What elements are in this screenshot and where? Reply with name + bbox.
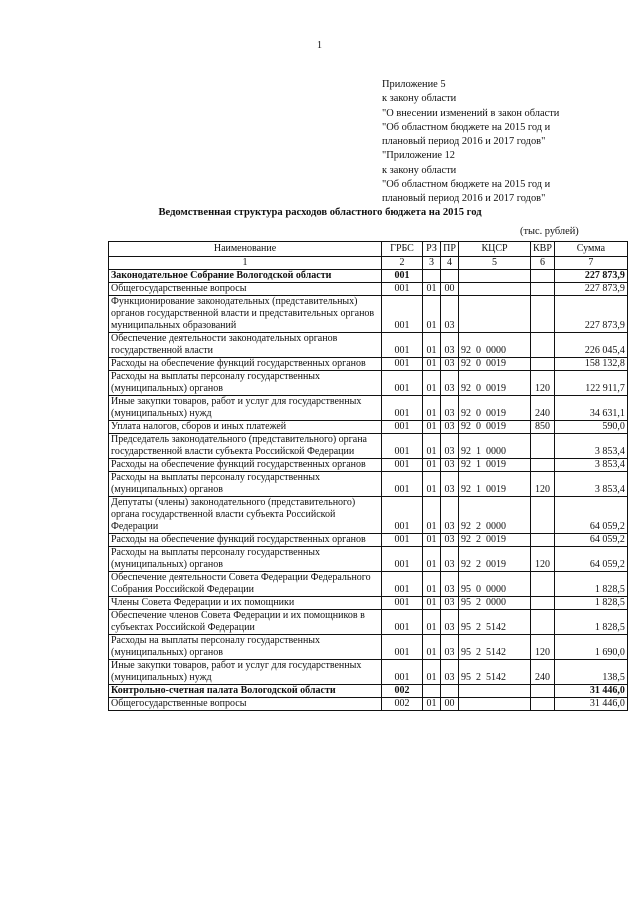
- units-label: (тыс. рублей): [520, 226, 579, 237]
- cell-pr: 03: [441, 421, 459, 434]
- cell-rz: 01: [423, 434, 441, 459]
- cell-grbs: 001: [382, 459, 423, 472]
- cell-kcsr: 92 0 0019: [459, 371, 531, 396]
- cell-kcsr: 95 2 5142: [459, 660, 531, 685]
- cell-rz: 01: [423, 572, 441, 597]
- cell-sum: 590,0: [554, 421, 627, 434]
- cell-kcsr: 92 0 0019: [459, 396, 531, 421]
- appendix-line: "Об областном бюджете на 2015 год и: [382, 121, 551, 133]
- cell-rz: 01: [423, 459, 441, 472]
- cell-rz: 01: [423, 547, 441, 572]
- cell-name: Обеспечение членов Совета Федерации и их помощников в субъектах Российской Федерации: [109, 610, 382, 635]
- cell-pr: 03: [441, 296, 459, 333]
- header-name: Наименование: [109, 242, 382, 257]
- table-row: [109, 358, 628, 371]
- cell-name: Расходы на обеспечение функций государственных органов: [109, 358, 382, 371]
- table-row: [109, 459, 628, 472]
- cell-kcsr: 92 1 0019: [459, 472, 531, 497]
- cell-name: Расходы на выплаты персоналу государственных (муниципальных) органов: [109, 371, 382, 396]
- table-row: [109, 421, 628, 434]
- appendix-line: к закону области: [382, 93, 457, 105]
- cell-pr: 03: [441, 597, 459, 610]
- table-row: [109, 534, 628, 547]
- cell-pr: 03: [441, 534, 459, 547]
- cell-grbs: 001: [382, 371, 423, 396]
- table-row: [109, 396, 628, 421]
- cell-sum: 31 446,0: [554, 698, 627, 711]
- cell-kvr: [531, 333, 555, 358]
- cell-grbs: 001: [382, 421, 423, 434]
- cell-kvr: [531, 434, 555, 459]
- table-row: [109, 635, 628, 660]
- table-row: [109, 660, 628, 685]
- cell-kcsr: 92 0 0000: [459, 333, 531, 358]
- cell-rz: [423, 270, 441, 283]
- cell-kcsr: [459, 283, 531, 296]
- cell-sum: 34 631,1: [554, 396, 627, 421]
- cell-pr: [441, 270, 459, 283]
- cell-name: Контрольно-счетная палата Вологодской области: [109, 685, 382, 698]
- cell-grbs: 001: [382, 635, 423, 660]
- cell-kvr: [531, 597, 555, 610]
- cell-kcsr: 92 2 0019: [459, 547, 531, 572]
- cell-kcsr: 95 2 5142: [459, 610, 531, 635]
- cell-kvr: [531, 497, 555, 534]
- cell-sum: 138,5: [554, 660, 627, 685]
- colnum-2: 2: [382, 257, 423, 270]
- cell-sum: 1 828,5: [554, 610, 627, 635]
- cell-name: Члены Совета Федерации и их помощники: [109, 597, 382, 610]
- cell-grbs: 001: [382, 283, 423, 296]
- cell-kcsr: 95 2 5142: [459, 635, 531, 660]
- cell-grbs: 001: [382, 358, 423, 371]
- cell-name: Расходы на обеспечение функций государственных органов: [109, 459, 382, 472]
- cell-kvr: 120: [531, 371, 555, 396]
- colnum-1: 1: [109, 257, 382, 270]
- cell-grbs: 001: [382, 597, 423, 610]
- cell-rz: 01: [423, 635, 441, 660]
- expenditure-table: [108, 241, 628, 711]
- cell-rz: 01: [423, 497, 441, 534]
- cell-rz: 01: [423, 660, 441, 685]
- colnum-7: 7: [554, 257, 627, 270]
- cell-rz: 01: [423, 396, 441, 421]
- cell-grbs: 001: [382, 497, 423, 534]
- cell-name: Расходы на выплаты персоналу государственных (муниципальных) органов: [109, 472, 382, 497]
- cell-pr: 03: [441, 610, 459, 635]
- cell-name: Председатель законодательного (представительного) органа государственной власти субъекта Российской Федерации: [109, 434, 382, 459]
- cell-kvr: [531, 459, 555, 472]
- table-row: [109, 333, 628, 358]
- cell-rz: 01: [423, 421, 441, 434]
- table-row: [109, 283, 628, 296]
- cell-rz: 01: [423, 283, 441, 296]
- table-row: [109, 270, 628, 283]
- cell-pr: 03: [441, 497, 459, 534]
- cell-name: Иные закупки товаров, работ и услуг для государственных (муниципальных) нужд: [109, 396, 382, 421]
- appendix-line: "Об областном бюджете на 2015 год и: [382, 179, 551, 191]
- cell-rz: 01: [423, 333, 441, 358]
- cell-kcsr: 95 2 0000: [459, 597, 531, 610]
- cell-kcsr: 95 0 0000: [459, 572, 531, 597]
- cell-sum: 64 059,2: [554, 547, 627, 572]
- appendix-line: Приложение 5: [382, 79, 446, 90]
- cell-kcsr: 92 2 0000: [459, 497, 531, 534]
- cell-rz: 01: [423, 698, 441, 711]
- cell-name: Расходы на обеспечение функций государственных органов: [109, 534, 382, 547]
- table-header-row: [109, 242, 628, 257]
- cell-pr: 03: [441, 333, 459, 358]
- cell-sum: 122 911,7: [554, 371, 627, 396]
- cell-pr: 03: [441, 396, 459, 421]
- header-kvr: КВР: [531, 242, 555, 257]
- table-row: [109, 685, 628, 698]
- cell-sum: 1 690,0: [554, 635, 627, 660]
- cell-grbs: 001: [382, 296, 423, 333]
- appendix-line: "О внесении изменений в закон области: [382, 107, 560, 119]
- cell-grbs: 002: [382, 685, 423, 698]
- cell-grbs: 001: [382, 396, 423, 421]
- column-number-row: [109, 257, 628, 270]
- cell-sum: 226 045,4: [554, 333, 627, 358]
- colnum-4: 4: [441, 257, 459, 270]
- cell-sum: 1 828,5: [554, 572, 627, 597]
- cell-grbs: 002: [382, 698, 423, 711]
- cell-name: Законодательное Собрание Вологодской области: [109, 270, 382, 283]
- cell-rz: 01: [423, 371, 441, 396]
- cell-kvr: [531, 283, 555, 296]
- cell-pr: 00: [441, 283, 459, 296]
- cell-grbs: 001: [382, 547, 423, 572]
- table-row: [109, 547, 628, 572]
- document-title: Ведомственная структура расходов областного бюджета на 2015 год: [158, 207, 482, 218]
- cell-sum: 227 873,9: [554, 296, 627, 333]
- cell-pr: 03: [441, 371, 459, 396]
- cell-kvr: 120: [531, 547, 555, 572]
- colnum-3: 3: [423, 257, 441, 270]
- cell-kcsr: 92 0 0019: [459, 358, 531, 371]
- cell-sum: 227 873,9: [554, 283, 627, 296]
- header-rz: РЗ: [423, 242, 441, 257]
- cell-kcsr: [459, 296, 531, 333]
- cell-kcsr: [459, 270, 531, 283]
- cell-name: Общегосударственные вопросы: [109, 698, 382, 711]
- table-row: [109, 497, 628, 534]
- cell-kvr: 120: [531, 472, 555, 497]
- cell-kcsr: 92 2 0019: [459, 534, 531, 547]
- table-row: [109, 472, 628, 497]
- colnum-6: 6: [531, 257, 555, 270]
- cell-grbs: 001: [382, 572, 423, 597]
- cell-kvr: 120: [531, 635, 555, 660]
- cell-rz: [423, 685, 441, 698]
- cell-grbs: 001: [382, 610, 423, 635]
- cell-grbs: 001: [382, 434, 423, 459]
- cell-kcsr: [459, 698, 531, 711]
- cell-name: Расходы на выплаты персоналу государственных (муниципальных) органов: [109, 547, 382, 572]
- cell-pr: 03: [441, 472, 459, 497]
- cell-grbs: 001: [382, 534, 423, 547]
- cell-grbs: 001: [382, 472, 423, 497]
- cell-name: Уплата налогов, сборов и иных платежей: [109, 421, 382, 434]
- cell-sum: 1 828,5: [554, 597, 627, 610]
- appendix-line: плановый период 2016 и 2017 годов": [382, 136, 546, 148]
- cell-kvr: [531, 698, 555, 711]
- cell-sum: 31 446,0: [554, 685, 627, 698]
- cell-pr: 03: [441, 635, 459, 660]
- cell-pr: 00: [441, 698, 459, 711]
- page-number: 1: [317, 40, 322, 51]
- colnum-5: 5: [459, 257, 531, 270]
- cell-rz: 01: [423, 358, 441, 371]
- cell-kvr: 240: [531, 660, 555, 685]
- cell-name: Общегосударственные вопросы: [109, 283, 382, 296]
- cell-rz: 01: [423, 534, 441, 547]
- cell-name: Расходы на выплаты персоналу государственных (муниципальных) органов: [109, 635, 382, 660]
- cell-sum: 64 059,2: [554, 497, 627, 534]
- cell-pr: 03: [441, 459, 459, 472]
- header-pr: ПР: [441, 242, 459, 257]
- cell-sum: 3 853,4: [554, 434, 627, 459]
- cell-kvr: [531, 270, 555, 283]
- cell-kvr: [531, 685, 555, 698]
- cell-pr: 03: [441, 572, 459, 597]
- cell-kvr: [531, 610, 555, 635]
- cell-pr: 03: [441, 547, 459, 572]
- header-grbs: ГРБС: [382, 242, 423, 257]
- cell-sum: 3 853,4: [554, 459, 627, 472]
- table-row: [109, 610, 628, 635]
- cell-pr: 03: [441, 358, 459, 371]
- table-row: [109, 597, 628, 610]
- cell-kvr: [531, 296, 555, 333]
- table-row: [109, 371, 628, 396]
- cell-pr: 03: [441, 660, 459, 685]
- cell-grbs: 001: [382, 660, 423, 685]
- cell-sum: 158 132,8: [554, 358, 627, 371]
- cell-kvr: 850: [531, 421, 555, 434]
- appendix-line: плановый период 2016 и 2017 годов": [382, 193, 546, 205]
- table-row: [109, 698, 628, 711]
- appendix-line: "Приложение 12: [382, 150, 455, 162]
- cell-sum: 64 059,2: [554, 534, 627, 547]
- appendix-header: [382, 78, 632, 207]
- cell-name: Депутаты (члены) законодательного (представительного) органа государственной власти субъекта Российской Федерации: [109, 497, 382, 534]
- cell-rz: 01: [423, 472, 441, 497]
- cell-kcsr: 92 0 0019: [459, 421, 531, 434]
- header-kcsr: КЦСР: [459, 242, 531, 257]
- cell-rz: 01: [423, 610, 441, 635]
- cell-kcsr: 92 1 0000: [459, 434, 531, 459]
- table-row: [109, 296, 628, 333]
- appendix-line: к закону области: [382, 164, 457, 176]
- cell-grbs: 001: [382, 270, 423, 283]
- cell-grbs: 001: [382, 333, 423, 358]
- cell-pr: 03: [441, 434, 459, 459]
- cell-kvr: [531, 534, 555, 547]
- cell-sum: 227 873,9: [554, 270, 627, 283]
- cell-kvr: [531, 572, 555, 597]
- cell-rz: 01: [423, 597, 441, 610]
- cell-name: Функционирование законодательных (представительных) органов государственной власти и представительных органов муниципальных образований: [109, 296, 382, 333]
- cell-name: Иные закупки товаров, работ и услуг для государственных (муниципальных) нужд: [109, 660, 382, 685]
- header-sum: Сумма: [554, 242, 627, 257]
- cell-kcsr: 92 1 0019: [459, 459, 531, 472]
- table-row: [109, 572, 628, 597]
- cell-rz: 01: [423, 296, 441, 333]
- cell-kvr: 240: [531, 396, 555, 421]
- cell-name: Обеспечение деятельности законодательных органов государственной власти: [109, 333, 382, 358]
- table-row: [109, 434, 628, 459]
- cell-pr: [441, 685, 459, 698]
- cell-sum: 3 853,4: [554, 472, 627, 497]
- cell-kvr: [531, 358, 555, 371]
- cell-name: Обеспечение деятельности Совета Федерации Федерального Собрания Российской Федерации: [109, 572, 382, 597]
- cell-kcsr: [459, 685, 531, 698]
